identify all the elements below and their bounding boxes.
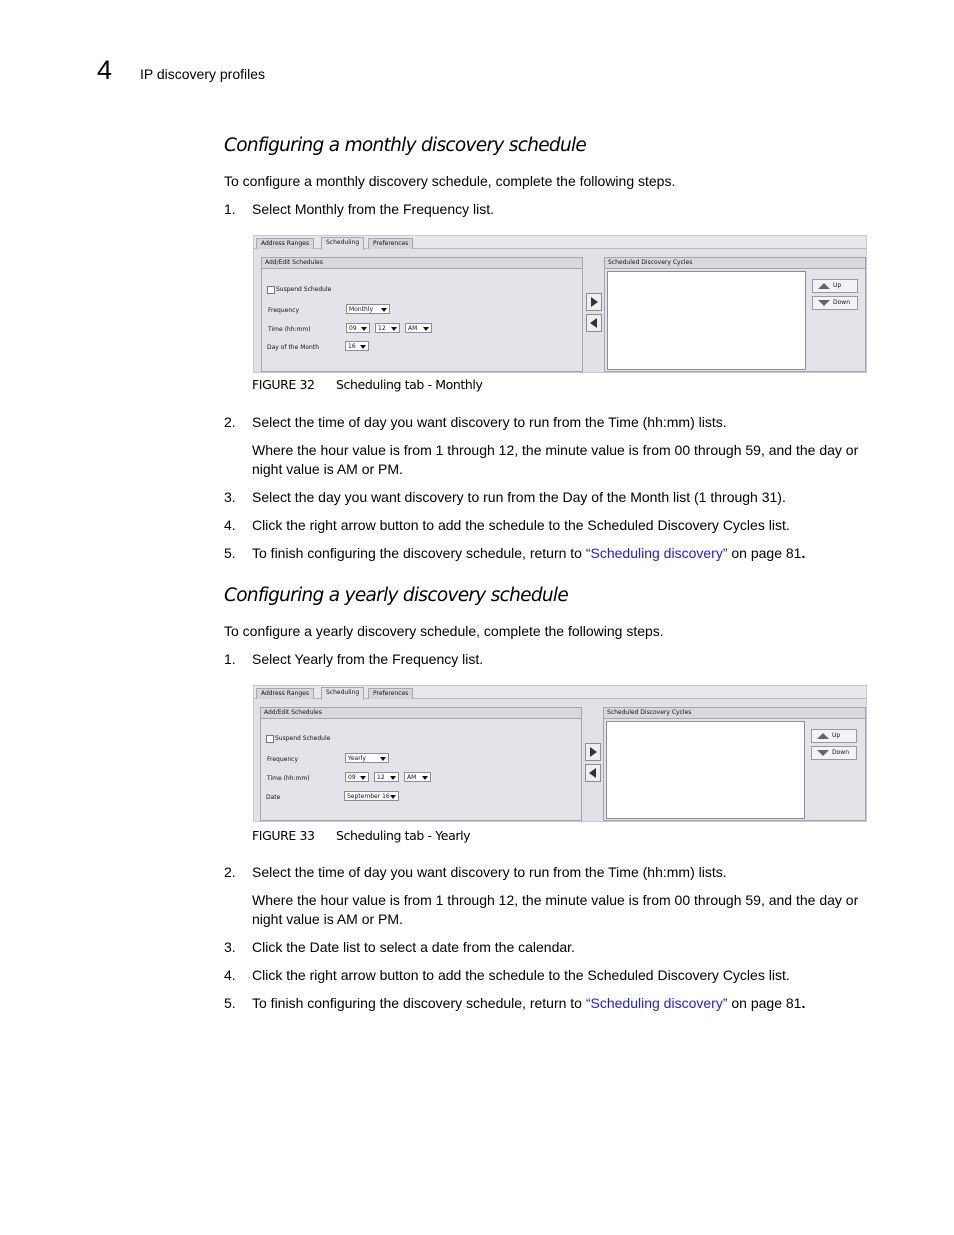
- scheduling-discovery-link[interactable]: “Scheduling discovery”: [585, 995, 728, 1011]
- triangle-up-icon: [817, 733, 829, 739]
- chevron-down-icon: [380, 757, 386, 761]
- step-5-monthly: To finish configuring the discovery schedule, return to “Scheduling discovery” on page 81.: [252, 545, 806, 561]
- suspend-schedule-label: Suspend Schedule: [275, 735, 331, 742]
- figure-caption-32: [252, 377, 552, 393]
- add-edit-schedules-group: [261, 257, 583, 372]
- step-number: 2.: [224, 864, 236, 880]
- chevron-down-icon: [361, 327, 367, 331]
- intro-monthly: To configure a monthly discovery schedule, complete the following steps.: [224, 173, 676, 189]
- tab-scheduling[interactable]: Scheduling: [321, 687, 364, 700]
- move-up-button[interactable]: Up: [811, 729, 857, 743]
- triangle-up-icon: [818, 283, 830, 289]
- section-heading-yearly: Configuring a yearly discovery schedule: [224, 585, 569, 606]
- remove-schedule-arrow-button[interactable]: [586, 314, 602, 332]
- chevron-down-icon: [423, 327, 429, 331]
- chapter-title: IP discovery profiles: [140, 66, 266, 82]
- scheduled-cycles-group: [603, 707, 866, 821]
- scheduled-cycles-group: [604, 257, 866, 372]
- chevron-down-icon: [390, 776, 396, 780]
- scheduling-tab-screenshot-monthly: [253, 235, 867, 373]
- suspend-schedule-label: Suspend Schedule: [276, 286, 332, 293]
- date-label: Date: [266, 794, 281, 801]
- step-5-yearly: To finish configuring the discovery schedule, return to “Scheduling discovery” on page 81.: [252, 995, 806, 1011]
- tab-bar: [254, 236, 866, 249]
- chevron-down-icon: [360, 345, 366, 349]
- step-2-note-yearly: Where the hour value is from 1 through 12, the minute value is from 00 through 59, and the day or night value is AM or PM.: [252, 892, 859, 927]
- intro-yearly: To configure a yearly discovery schedule, complete the following steps.: [224, 623, 664, 639]
- step-number: 4.: [224, 967, 236, 983]
- section-heading-monthly: Configuring a monthly discovery schedule: [224, 135, 587, 156]
- move-up-button[interactable]: Up: [812, 279, 858, 293]
- step-1-monthly: Select Monthly from the Frequency list.: [252, 201, 495, 217]
- ampm-dropdown[interactable]: AM: [405, 323, 432, 333]
- figure-number: FIGURE 33: [252, 828, 315, 843]
- add-edit-schedules-group: [260, 707, 582, 821]
- remove-schedule-arrow-button[interactable]: [585, 764, 601, 782]
- suspend-schedule-checkbox[interactable]: [266, 735, 274, 743]
- group-title: Add/Edit Schedules: [262, 258, 582, 269]
- hour-dropdown[interactable]: 09: [345, 772, 369, 782]
- minute-dropdown[interactable]: 12: [374, 772, 399, 782]
- step-3-yearly: Click the Date list to select a date from the calendar.: [252, 939, 575, 955]
- chapter-number: 4: [97, 55, 113, 85]
- chevron-down-icon: [360, 776, 366, 780]
- frequency-dropdown[interactable]: Monthly: [346, 304, 390, 314]
- step-4-yearly: Click the right arrow button to add the schedule to the Scheduled Discovery Cycles list.: [252, 967, 790, 983]
- scheduled-cycles-list[interactable]: [607, 271, 806, 370]
- move-down-button[interactable]: Down: [812, 296, 858, 310]
- scheduling-discovery-link[interactable]: “Scheduling discovery”: [585, 545, 728, 561]
- figure-number: FIGURE 32: [252, 377, 315, 392]
- triangle-down-icon: [818, 300, 830, 306]
- group-title: Scheduled Discovery Cycles: [604, 708, 865, 719]
- chevron-down-icon: [381, 308, 387, 312]
- chevron-down-icon: [422, 776, 428, 780]
- step-2-monthly: Select the time of day you want discovery to run from the Time (hh:mm) lists.: [252, 414, 727, 430]
- arrow-right-icon: [590, 747, 597, 757]
- step-number: 1.: [224, 651, 236, 667]
- move-down-button[interactable]: Down: [811, 746, 857, 760]
- step-number: 5.: [224, 545, 236, 561]
- frequency-label: Frequency: [268, 307, 299, 314]
- tab-scheduling[interactable]: Scheduling: [321, 237, 364, 250]
- minute-dropdown[interactable]: 12: [375, 323, 400, 333]
- tab-preferences[interactable]: Preferences: [368, 238, 413, 249]
- step-number: 3.: [224, 489, 236, 505]
- scheduling-tab-screenshot-yearly: [253, 685, 867, 822]
- arrow-left-icon: [590, 318, 597, 328]
- step-1-yearly: Select Yearly from the Frequency list.: [252, 651, 484, 667]
- chevron-down-icon: [391, 327, 397, 331]
- tab-address-ranges[interactable]: Address Ranges: [256, 238, 314, 249]
- day-of-month-label: Day of the Month: [267, 344, 320, 351]
- triangle-down-icon: [817, 750, 829, 756]
- suspend-schedule-checkbox[interactable]: [267, 286, 275, 294]
- chevron-down-icon: [390, 795, 396, 799]
- step-3-monthly: Select the day you want discovery to run from the Day of the Month list (1 through 31).: [252, 489, 786, 505]
- figure-caption-33: [252, 828, 552, 844]
- step-4-monthly: Click the right arrow button to add the schedule to the Scheduled Discovery Cycles list.: [252, 517, 790, 533]
- step-2-yearly: Select the time of day you want discovery to run from the Time (hh:mm) lists.: [252, 864, 727, 880]
- step-number: 5.: [224, 995, 236, 1011]
- tab-address-ranges[interactable]: Address Ranges: [256, 688, 314, 699]
- frequency-label: Frequency: [267, 756, 298, 763]
- step-number: 2.: [224, 414, 236, 430]
- group-title: Add/Edit Schedules: [261, 708, 581, 719]
- ampm-dropdown[interactable]: AM: [404, 772, 431, 782]
- add-schedule-arrow-button[interactable]: [585, 743, 601, 761]
- time-label: Time (hh:mm): [267, 775, 310, 782]
- step-2-note-monthly: Where the hour value is from 1 through 12, the minute value is from 00 through 59, and the day or night value is AM or PM.: [252, 442, 859, 477]
- day-of-month-dropdown[interactable]: 16: [345, 341, 369, 351]
- time-label: Time (hh:mm): [268, 326, 311, 333]
- step-number: 4.: [224, 517, 236, 533]
- scheduled-cycles-list[interactable]: [606, 721, 805, 819]
- tab-preferences[interactable]: Preferences: [368, 688, 413, 699]
- hour-dropdown[interactable]: 09: [346, 323, 370, 333]
- arrow-left-icon: [589, 768, 596, 778]
- group-title: Scheduled Discovery Cycles: [605, 258, 865, 269]
- frequency-dropdown[interactable]: Yearly: [345, 753, 389, 763]
- step-number: 1.: [224, 201, 236, 217]
- arrow-right-icon: [591, 297, 598, 307]
- figure-title: Scheduling tab - Yearly: [336, 828, 471, 843]
- figure-title: Scheduling tab - Monthly: [336, 377, 483, 392]
- tab-bar: [254, 686, 866, 699]
- step-number: 3.: [224, 939, 236, 955]
- date-dropdown[interactable]: September 16: [344, 791, 399, 801]
- add-schedule-arrow-button[interactable]: [586, 293, 602, 311]
